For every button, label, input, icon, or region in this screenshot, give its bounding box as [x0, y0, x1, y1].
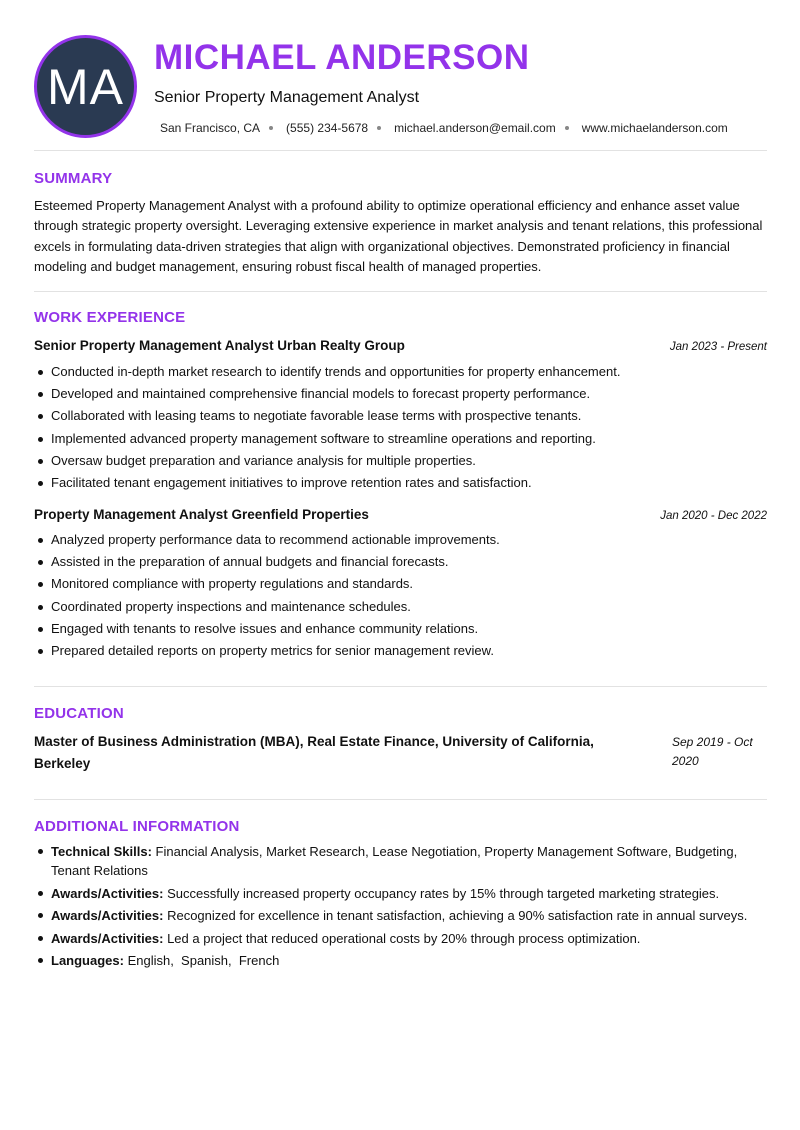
list-item: Analyzed property performance data to recommend actionable improvements.: [34, 529, 774, 551]
list-item: Facilitated tenant engagement initiatives to improve retention rates and satisfaction.: [34, 472, 774, 494]
experience-heading: WORK EXPERIENCE: [34, 309, 186, 326]
job-bullets: [34, 529, 774, 662]
candidate-name: MICHAEL ANDERSON: [154, 38, 530, 77]
list-item: [34, 929, 774, 948]
avatar-initials: MA: [47, 58, 124, 115]
list-item: [34, 951, 774, 970]
list-item: Oversaw budget preparation and variance analysis for multiple properties.: [34, 450, 774, 472]
list-item: Conducted in-depth market research to identify trends and opportunities for property enhancement.: [34, 361, 774, 383]
job-dates: Jan 2023 - Present: [669, 341, 767, 353]
list-item: Prepared detailed reports on property metrics for senior management review.: [34, 640, 774, 662]
item-label: Awards/Activities:: [51, 885, 164, 901]
list-item: Assisted in the preparation of annual budgets and financial forecasts.: [34, 551, 774, 573]
job-dates: Jan 2020 - Dec 2022: [660, 510, 767, 522]
job-header: [34, 507, 767, 522]
summary-text: Esteemed Property Management Analyst with a profound ability to optimize operational efficiency and enhance asset value through strategic property oversight. Leveraging extensive experience in market analysis and tenant relations, this professional excels in formulating data-driven strategies that align with organizational objectives. Demonstrated proficiency in financial modeling and budget management, ensuring robust fiscal health of managed properties.: [34, 198, 763, 274]
education-degree: Master of Business Administration (MBA), Real Estate Finance, University of California, Berkeley: [34, 734, 594, 771]
additional-list: [34, 842, 774, 974]
list-item: [34, 906, 774, 925]
job-header: [34, 338, 767, 353]
divider: [34, 150, 767, 151]
divider: [34, 799, 767, 800]
item-text: Financial Analysis, Market Research, Lease Negotiation, Property Management Software, Budgeting, Tenant Relations: [51, 844, 738, 878]
item-text: Led a project that reduced operational costs by 20% through process optimization.: [163, 930, 641, 946]
item-label: Technical Skills:: [51, 844, 152, 859]
item-text: Successfully increased property occupancy rates by 15% through targeted marketing strategies.: [163, 885, 720, 901]
list-item: Collaborated with leasing teams to negotiate favorable lease terms with prospective tenants.: [34, 405, 774, 427]
list-item: Engaged with tenants to resolve issues and enhance community relations.: [34, 618, 774, 640]
candidate-title: Senior Property Management Analyst: [154, 89, 420, 106]
item-label: Awards/Activities:: [51, 930, 164, 946]
list-item: Implemented advanced property management software to streamline operations and reporting.: [34, 428, 774, 450]
list-item: Developed and maintained comprehensive financial models to forecast property performance.: [34, 383, 774, 405]
job-bullets: [34, 361, 774, 494]
contact-phone: (555) 234-5678: [286, 121, 369, 135]
item-text: English, Spanish, French: [123, 953, 280, 968]
separator-dot: [377, 126, 381, 130]
divider: [34, 291, 767, 292]
list-item: Monitored compliance with property regulations and standards.: [34, 573, 774, 595]
item-text: Recognized for excellence in tenant satisfaction, achieving a 90% satisfaction rate in annual surveys.: [163, 908, 748, 923]
item-label: Languages:: [51, 953, 124, 968]
item-label: Awards/Activities:: [51, 908, 164, 923]
list-item: [34, 842, 774, 880]
education-heading: EDUCATION: [34, 705, 124, 722]
job-role: Property Management Analyst Greenfield Properties: [34, 507, 369, 522]
summary-heading: SUMMARY: [34, 170, 113, 187]
contact-line: [160, 121, 728, 135]
additional-heading: ADDITIONAL INFORMATION: [34, 818, 240, 835]
job-role: Senior Property Management Analyst Urban Realty Group: [34, 338, 405, 353]
contact-location: San Francisco, CA: [160, 121, 261, 135]
list-item: Coordinated property inspections and maintenance schedules.: [34, 596, 774, 618]
avatar: [34, 35, 137, 138]
education-dates: Sep 2019 - Oct 2020: [672, 735, 753, 768]
separator-dot: [565, 126, 569, 130]
separator-dot: [269, 126, 273, 130]
contact-email[interactable]: michael.anderson@email.com: [394, 121, 556, 135]
contact-website[interactable]: www.michaelanderson.com: [581, 121, 728, 135]
education-entry: [34, 731, 767, 775]
divider: [34, 686, 767, 687]
list-item: [34, 884, 774, 903]
